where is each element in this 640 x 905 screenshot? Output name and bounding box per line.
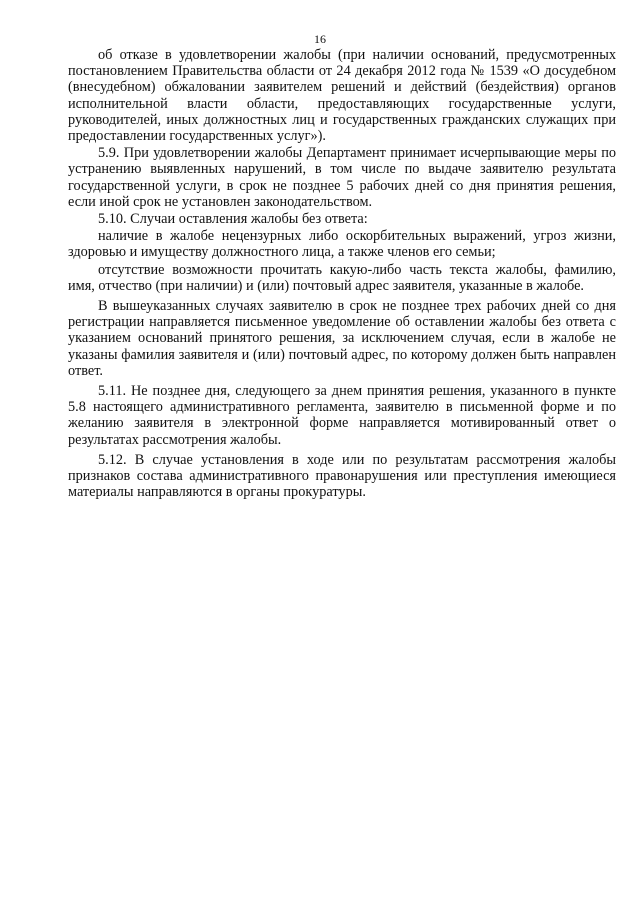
paragraph-refusal-continuation: об отказе в удовлетворении жалобы (при наличии оснований, предусмотренных постановлением Правительства области от 24 декабря 2012 года № 1539 «О досудебном (внесудебном) обжаловании заявителем решений и действий (бездействия) органов исполнительной власти области, предоставляющих государственные услуги, руководителей, иных должностных лиц и государственных гражданских служащих при предоставлении государственных услуг»). — [68, 47, 616, 145]
paragraph-5-10: 5.10. Случаи оставления жалобы без ответа: — [98, 211, 368, 228]
paragraph-notification: В вышеуказанных случаях заявителю в срок не позднее трех рабочих дней со дня регистрации направляется письменное уведомление об оставлении жалобы без ответа с указанием оснований принятого решения, за исключением случая, если в жалобе не указаны фамилия заявителя и (или) почтовый адрес, по которому должен быть направлен ответ. — [68, 298, 616, 379]
paragraph-obscene-expressions: наличие в жалобе нецензурных либо оскорбительных выражений, угроз жизни, здоровью и имуществу должностного лица, а также членов его семьи; — [68, 228, 616, 261]
page-number: 16 — [314, 32, 326, 46]
paragraph-5-11: 5.11. Не позднее дня, следующего за днем принятия решения, указанного в пункте 5.8 настоящего административного регламента, заявителю в письменной форме и по желанию заявителя в электронной форме направляется мотивированный ответ о результатах рассмотрения жалобы. — [68, 383, 616, 448]
paragraph-5-9: 5.9. При удовлетворении жалобы Департамент принимает исчерпывающие меры по устранению выявленных нарушений, в том числе по выдаче заявителю результата государственной услуги, в срок не позднее 5 рабочих дней со дня принятия решения, если иной срок не установлен законодательством. — [68, 145, 616, 210]
paragraph-unreadable-text: отсутствие возможности прочитать какую-либо часть текста жалобы, фамилию, имя, отчество (при наличии) и (или) почтовый адрес заявителя, указанные в жалобе. — [68, 261, 616, 294]
paragraph-5-12: 5.12. В случае установления в ходе или по результатам рассмотрения жалобы признаков состава административного правонарушения или преступления имеющиеся материалы направляются в органы прокуратуры. — [68, 451, 616, 501]
document-body — [68, 47, 616, 500]
